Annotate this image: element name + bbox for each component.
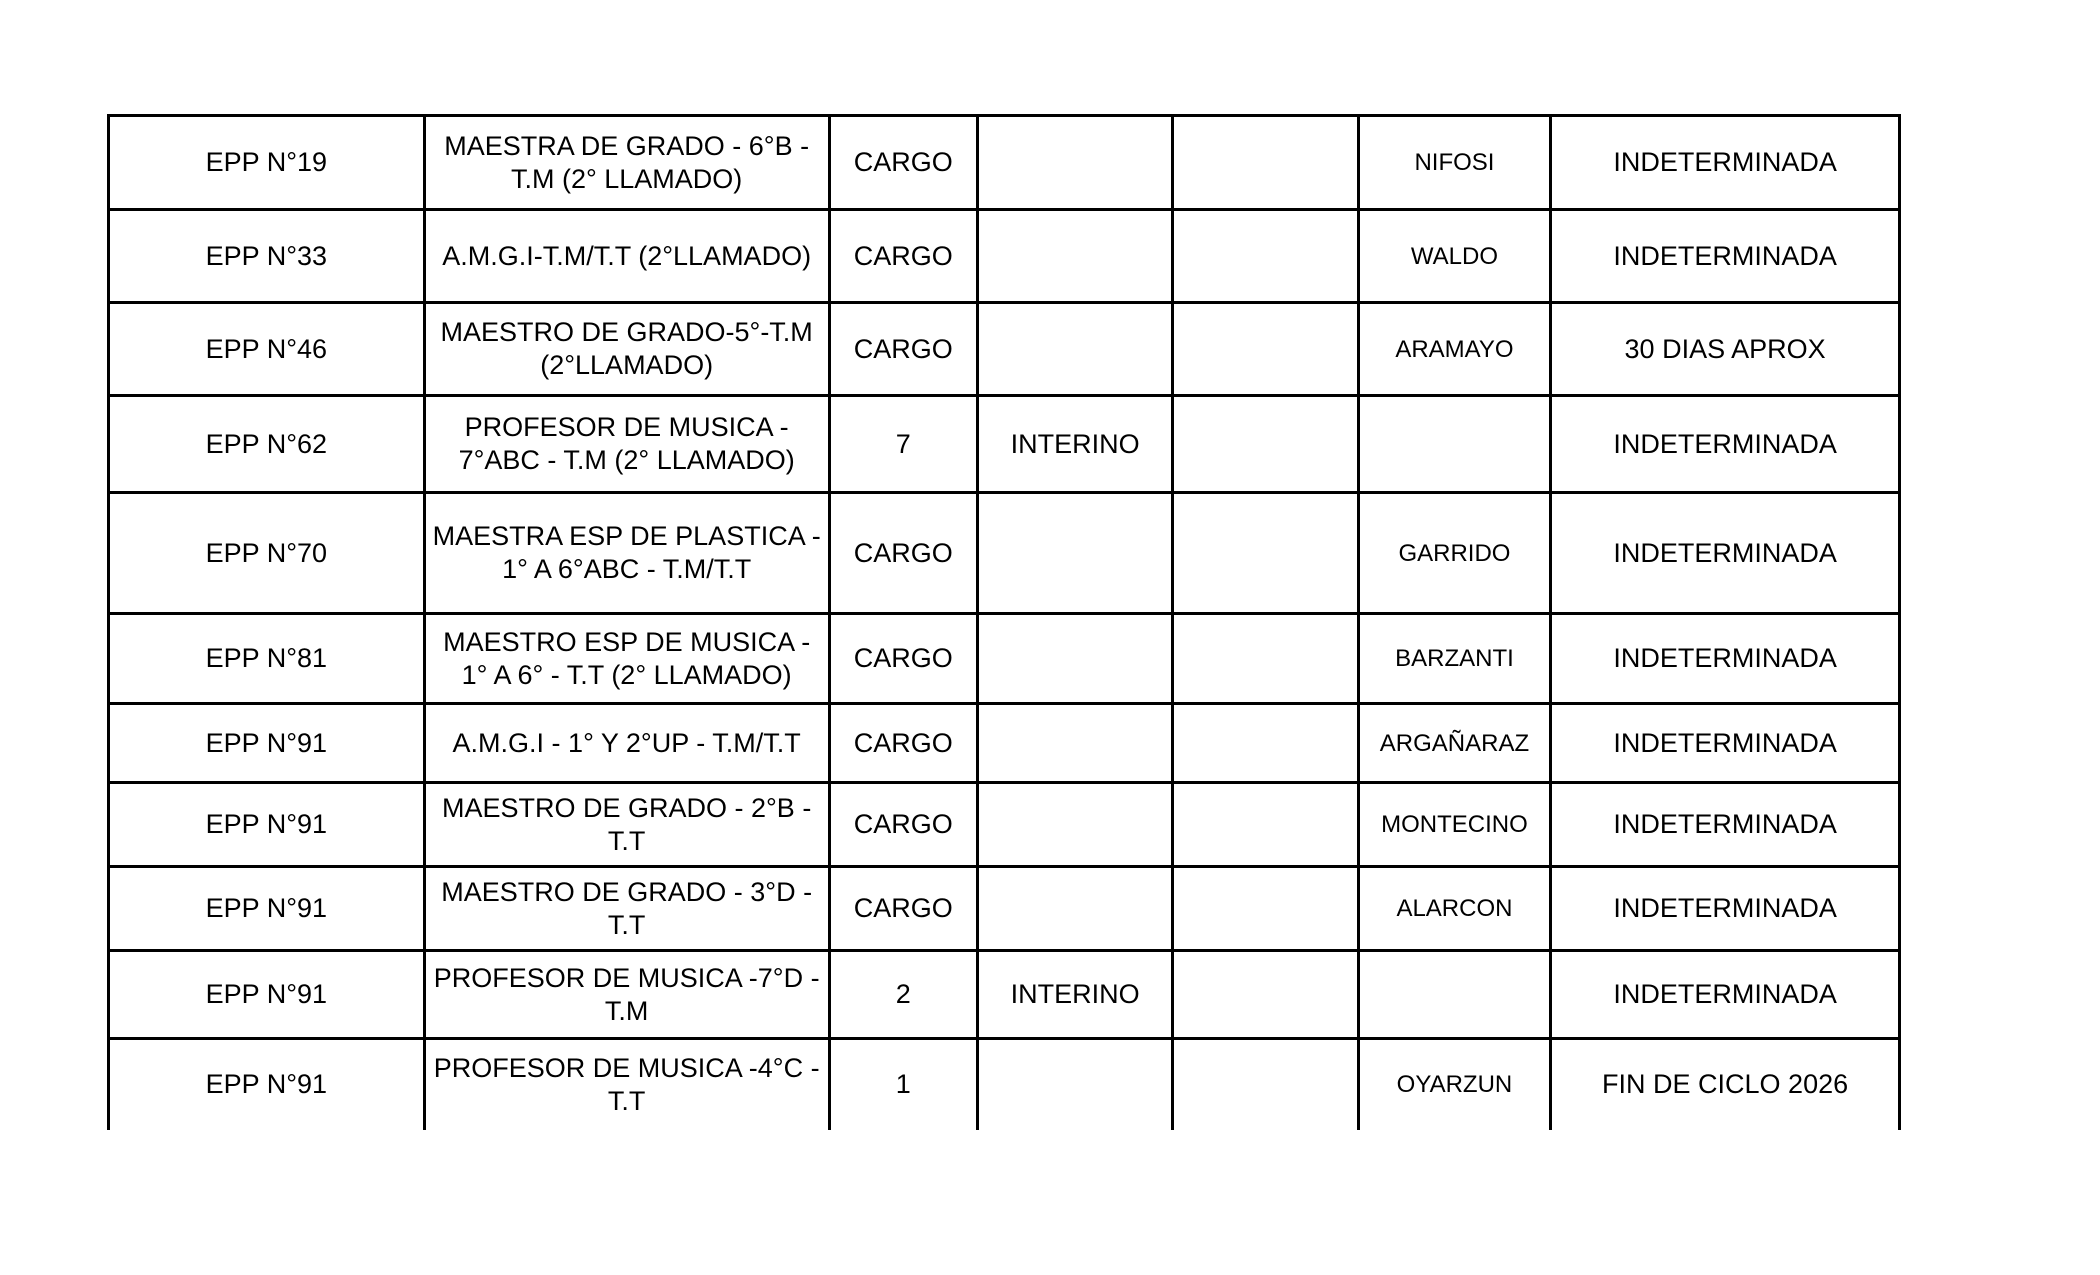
hours-cell: CARGO [829, 783, 977, 867]
table-row [109, 1039, 1900, 1130]
extra-cell [1173, 783, 1358, 867]
status-cell [977, 303, 1172, 396]
duration-cell: INDETERMINADA [1551, 396, 1900, 493]
duration-cell: FIN DE CICLO 2026 [1551, 1039, 1900, 1130]
table-row [109, 951, 1900, 1039]
name-cell: GARRIDO [1358, 493, 1550, 614]
extra-cell [1173, 210, 1358, 303]
hours-cell: CARGO [829, 614, 977, 704]
extra-cell [1173, 1039, 1358, 1130]
school-cell: EPP N°46 [109, 303, 425, 396]
status-cell [977, 867, 1172, 951]
duration-cell: INDETERMINADA [1551, 493, 1900, 614]
position-cell: PROFESOR DE MUSICA - 7°ABC - T.M (2° LLAMADO) [424, 396, 829, 493]
table-row [109, 704, 1900, 783]
table-row [109, 867, 1900, 951]
position-cell: MAESTRA DE GRADO - 6°B - T.M (2° LLAMADO) [424, 116, 829, 210]
hours-cell: CARGO [829, 303, 977, 396]
name-cell: NIFOSI [1358, 116, 1550, 210]
school-cell: EPP N°91 [109, 1039, 425, 1130]
table-row [109, 614, 1900, 704]
name-cell [1358, 396, 1550, 493]
table-row [109, 783, 1900, 867]
school-cell: EPP N°70 [109, 493, 425, 614]
position-cell: MAESTRO ESP DE MUSICA - 1° A 6° - T.T (2° LLAMADO) [424, 614, 829, 704]
table-row [109, 493, 1900, 614]
vacancy-table-sheet [107, 114, 1901, 1134]
school-cell: EPP N°91 [109, 867, 425, 951]
name-cell: BARZANTI [1358, 614, 1550, 704]
table-row [109, 210, 1900, 303]
extra-cell [1173, 704, 1358, 783]
position-cell: PROFESOR DE MUSICA -4°C - T.T [424, 1039, 829, 1130]
duration-cell: INDETERMINADA [1551, 951, 1900, 1039]
extra-cell [1173, 867, 1358, 951]
status-cell [977, 116, 1172, 210]
duration-cell: INDETERMINADA [1551, 867, 1900, 951]
status-cell [977, 704, 1172, 783]
status-cell: INTERINO [977, 396, 1172, 493]
hours-cell: CARGO [829, 704, 977, 783]
duration-cell: 30 DIAS APROX [1551, 303, 1900, 396]
status-cell [977, 783, 1172, 867]
duration-cell: INDETERMINADA [1551, 210, 1900, 303]
school-cell: EPP N°33 [109, 210, 425, 303]
name-cell: WALDO [1358, 210, 1550, 303]
extra-cell [1173, 116, 1358, 210]
duration-cell: INDETERMINADA [1551, 704, 1900, 783]
table-row [109, 303, 1900, 396]
name-cell: OYARZUN [1358, 1039, 1550, 1130]
extra-cell [1173, 951, 1358, 1039]
status-cell [977, 1039, 1172, 1130]
position-cell: MAESTRO DE GRADO - 2°B - T.T [424, 783, 829, 867]
school-cell: EPP N°81 [109, 614, 425, 704]
status-cell [977, 614, 1172, 704]
school-cell: EPP N°91 [109, 704, 425, 783]
duration-cell: INDETERMINADA [1551, 116, 1900, 210]
hours-cell: CARGO [829, 493, 977, 614]
position-cell: PROFESOR DE MUSICA -7°D - T.M [424, 951, 829, 1039]
hours-cell: 2 [829, 951, 977, 1039]
position-cell: MAESTRA ESP DE PLASTICA - 1° A 6°ABC - T.M/T.T [424, 493, 829, 614]
position-cell: A.M.G.I-T.M/T.T (2°LLAMADO) [424, 210, 829, 303]
extra-cell [1173, 396, 1358, 493]
duration-cell: INDETERMINADA [1551, 783, 1900, 867]
table-row [109, 116, 1900, 210]
extra-cell [1173, 493, 1358, 614]
name-cell: ALARCON [1358, 867, 1550, 951]
duration-cell: INDETERMINADA [1551, 614, 1900, 704]
hours-cell: CARGO [829, 116, 977, 210]
position-cell: A.M.G.I - 1° Y 2°UP - T.M/T.T [424, 704, 829, 783]
school-cell: EPP N°62 [109, 396, 425, 493]
vacancy-table [107, 114, 1901, 1130]
hours-cell: 1 [829, 1039, 977, 1130]
hours-cell: CARGO [829, 867, 977, 951]
position-cell: MAESTRO DE GRADO-5°-T.M (2°LLAMADO) [424, 303, 829, 396]
hours-cell: 7 [829, 396, 977, 493]
extra-cell [1173, 303, 1358, 396]
extra-cell [1173, 614, 1358, 704]
status-cell [977, 210, 1172, 303]
name-cell: ARGAÑARAZ [1358, 704, 1550, 783]
name-cell: ARAMAYO [1358, 303, 1550, 396]
hours-cell: CARGO [829, 210, 977, 303]
table-row [109, 396, 1900, 493]
name-cell [1358, 951, 1550, 1039]
name-cell: MONTECINO [1358, 783, 1550, 867]
status-cell [977, 493, 1172, 614]
school-cell: EPP N°19 [109, 116, 425, 210]
school-cell: EPP N°91 [109, 951, 425, 1039]
school-cell: EPP N°91 [109, 783, 425, 867]
position-cell: MAESTRO DE GRADO - 3°D - T.T [424, 867, 829, 951]
status-cell: INTERINO [977, 951, 1172, 1039]
